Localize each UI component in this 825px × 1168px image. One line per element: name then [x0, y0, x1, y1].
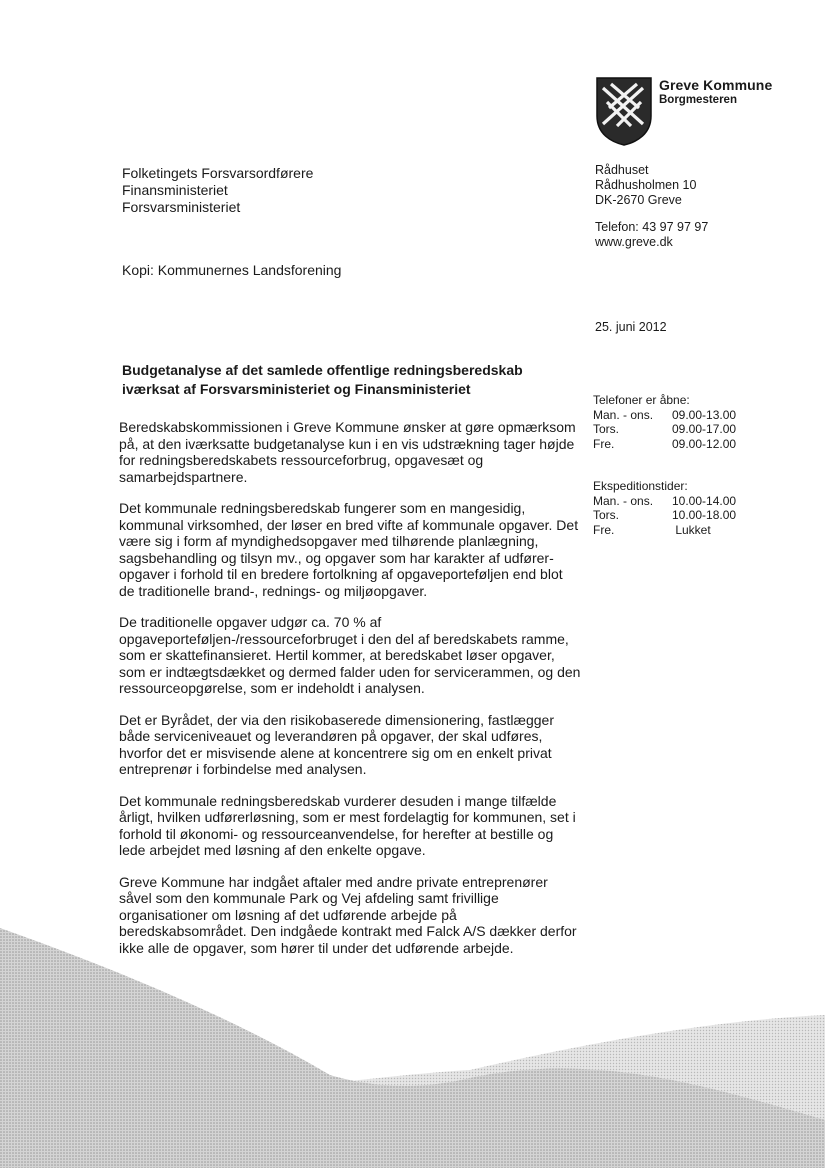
hours-day: Man. - ons. [593, 493, 654, 508]
recipient-block [122, 165, 313, 216]
website-link[interactable]: www.greve.dk [595, 235, 673, 249]
phone-hours-title: Telefoner er åbne: [593, 393, 690, 407]
hours-day: Fre. [593, 522, 615, 537]
letter-body [119, 419, 581, 971]
hours-time: 10.00-14.00 [672, 493, 737, 508]
body-paragraph: Det kommunale redningsberedskab vurderer desuden i mange tilfælde årligt, hvilken udførerløsning, som er mest fordelagtig for kommunen, set i forhold til økonomi- og ressourceanvendelse, for herefter at bestille og lede arbejdet med løsning af den enkelte opgave. [119, 792, 576, 858]
hours-row [593, 508, 736, 523]
body-paragraph: Det kommunale redningsberedskab fungerer som en mangesidig, kommunal virksomhed, der løser en bred vifte af kommunale opgaver. Det være sig i form af myndighedsopgaver med tilhørende planlægning, sagsbehandling og tilsyn mv., og opgaver som har karakter af udfører-opgaver i forhold til en bredere fortolkning af opgaveporteføljen end blot de traditionelle brand-, rednings- og miljøopgaver. [119, 500, 579, 599]
org-department: Borgmesteren [659, 94, 737, 106]
coat-of-arms-icon [595, 76, 653, 146]
recipient-line: Finansministeriet [122, 182, 228, 198]
hours-day: Fre. [593, 436, 615, 451]
body-paragraph: Beredskabskommissionen i Greve Kommune ønsker at gøre opmærksom på, at den iværksatte budgetanalyse kun i en vis udstrækning tager højde for redningsberedskabets ressourceforbrug, opgavesæt og samarbejdspartnere. [119, 419, 576, 485]
hours-day: Tors. [593, 422, 620, 436]
address-line: Rådhuset [595, 163, 649, 177]
hours-time: Lukket [672, 522, 711, 537]
body-paragraph: De traditionelle opgaver udgør ca. 70 % af opgaveporteføljen-/ressourceforbruget i den del af beredskabets ramme, som er skattefinansieret. Hertil kommer, at beredskabet løser opgaver, som er indtægtsdækket og dermed falder uden for servicerammen, og den ressourceopgørelse, som er indeholdt i analysen. [119, 614, 581, 696]
sender-address [595, 163, 696, 208]
recipient-line: Folketingets Forsvarsordførere [122, 165, 314, 181]
contact-info [595, 220, 708, 250]
org-name: Greve Kommune [659, 77, 773, 93]
hours-time: 09.00-17.00 [672, 422, 737, 436]
body-paragraph: Greve Kommune har indgået aftaler med andre private entreprenører såvel som den kommunale Park og Vej afdeling samt frivillige organisationer om løsning af det udførende arbejde på beredskabsområdet. Den indgåede kontrakt med Falck A/S dækker derfor ikke alle de opgaver, som hører til under det udførende arbejde. [119, 873, 577, 956]
hours-row [593, 437, 736, 452]
hours-time: 09.00-12.00 [672, 436, 737, 451]
hours-row [593, 494, 736, 509]
letter-heading: Budgetanalyse af det samlede offentlige redningsberedskab iværksat af Forsvarsministeriet og Finansministeriet [122, 362, 523, 397]
hours-row [593, 422, 736, 437]
recipient-line: Forsvarsministeriet [122, 199, 241, 215]
phone-number: Telefon: 43 97 97 97 [595, 220, 709, 234]
hours-time: 09.00-13.00 [672, 407, 737, 422]
hours-row [593, 523, 736, 538]
office-hours [593, 479, 736, 537]
hours-day: Tors. [593, 508, 620, 522]
address-line: Rådhusholmen 10 [595, 178, 697, 192]
address-line: DK-2670 Greve [595, 193, 682, 207]
hours-time: 10.00-18.00 [672, 508, 737, 522]
letter-date: 25. juni 2012 [595, 320, 667, 334]
office-hours-title: Ekspeditionstider: [593, 479, 688, 493]
phone-hours [593, 393, 736, 451]
hours-day: Man. - ons. [593, 407, 654, 422]
hours-row [593, 408, 736, 423]
body-paragraph: Det er Byrådet, der via den risikobaserede dimensionering, fastlægger både serviceniveauet og leverandøren på opgaver, der skal udføres, hvorfor det er misvisende alene at koncentrere sig om en enkelt privat entreprenør i forbindelse med analysen. [119, 711, 555, 777]
copy-recipient: Kopi: Kommunernes Landsforening [122, 262, 342, 278]
